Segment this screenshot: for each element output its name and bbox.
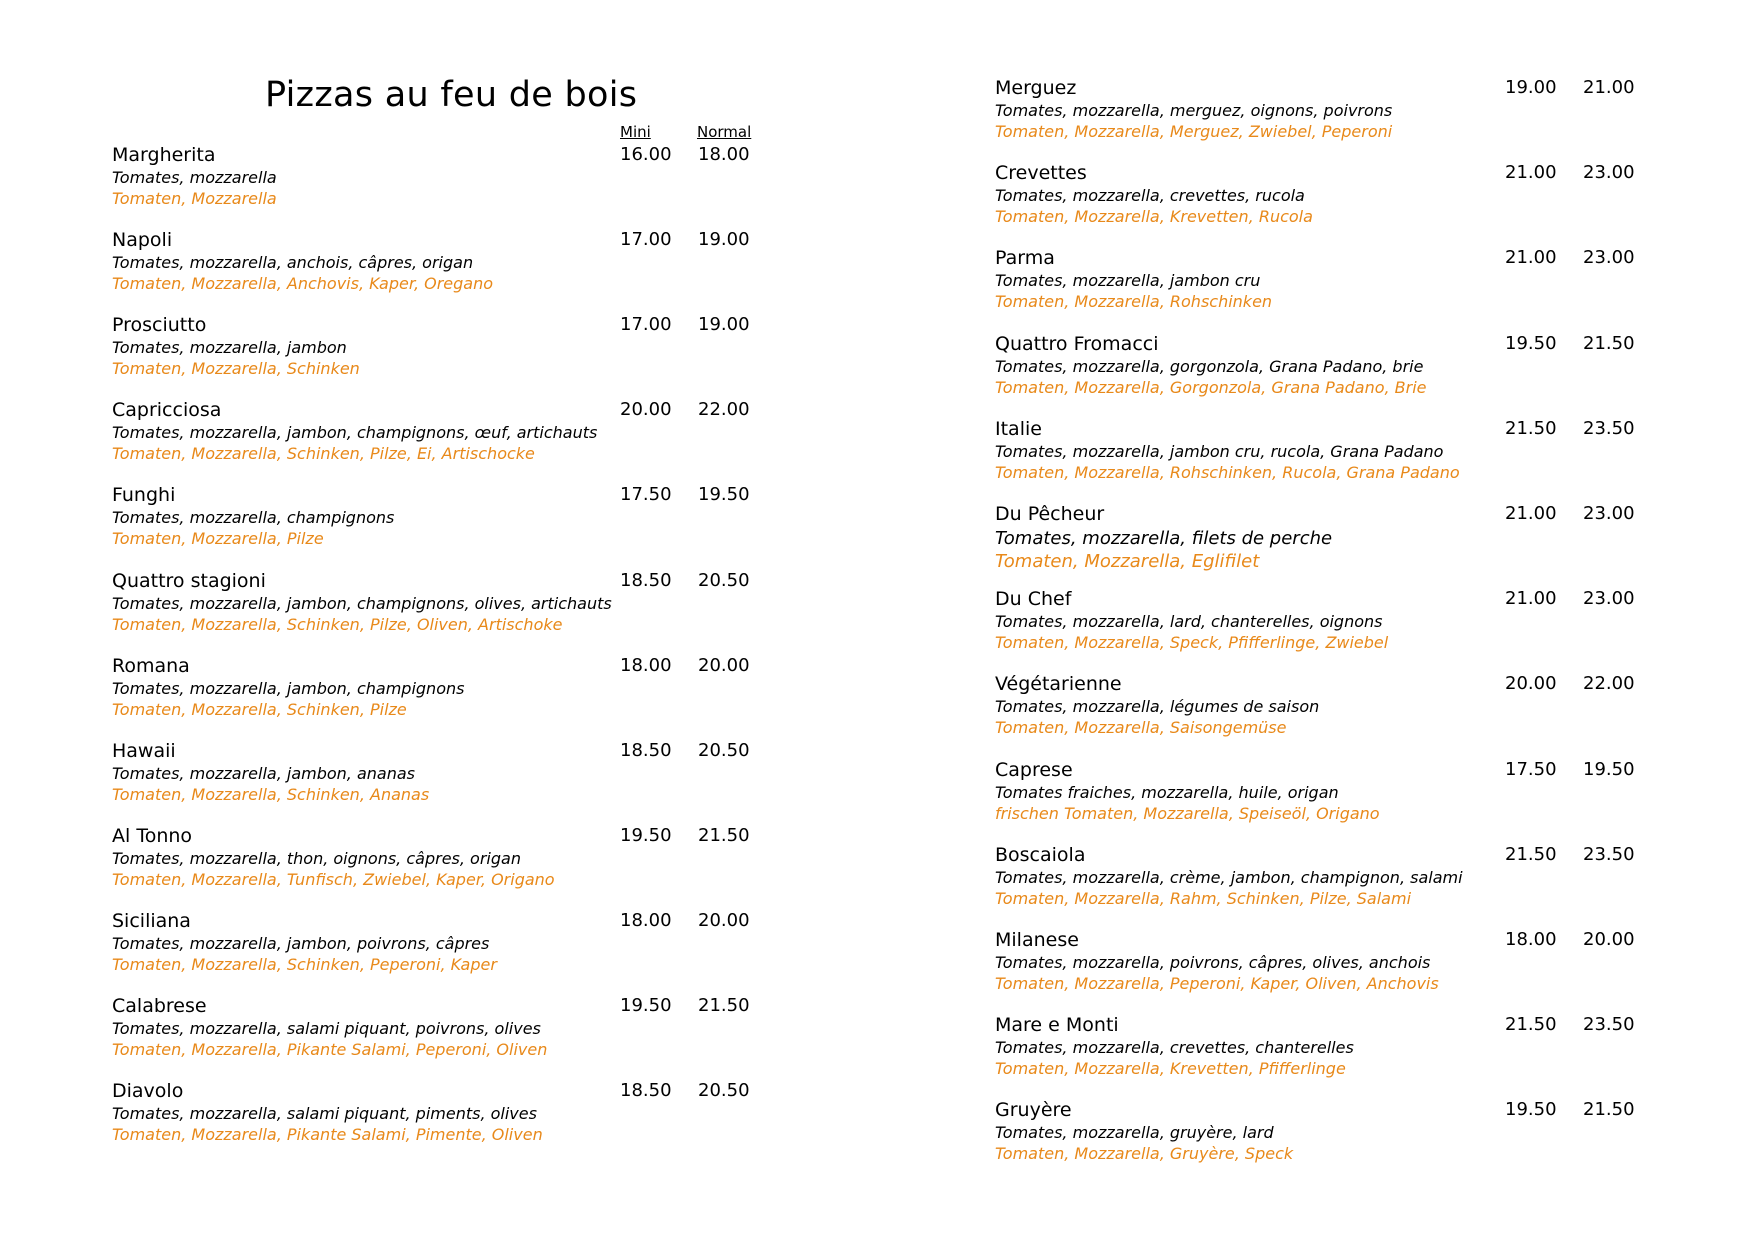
description-german: Tomaten, Mozzarella, Schinken, Ananas [112,784,430,804]
description-german: Tomaten, Mozzarella, Krevetten, Rucola [995,207,1313,227]
description-french: Tomates, mozzarella, lard, chanterelles, oignons [995,612,1383,632]
description-german: Tomaten, Mozzarella [112,189,277,208]
description-french: Tomates, mozzarella, merguez, oignons, poivrons [995,101,1393,120]
menu-item [995,759,1695,839]
price-mini: 21.00 [1505,588,1557,610]
description-french: Tomates, mozzarella, salami piquant, piments, olives [112,1104,537,1124]
description-french: Tomates, mozzarella, gorgonzola, Grana Padano, brie [995,356,1424,376]
description-german: Tomaten, Mozzarella, Rohschinken, Rucola, Grana Padano [995,462,1460,482]
price-mini: 19.00 [1505,77,1557,98]
description-french: Tomates, mozzarella, jambon, ananas [112,763,415,783]
price-mini: 21.50 [1505,1014,1557,1036]
price-normal: 23.00 [1583,588,1635,610]
description-french: Tomates, mozzarella, filets de perche [995,528,1333,549]
price-mini: 17.00 [620,229,672,251]
menu-item [995,588,1695,668]
description-german: Tomaten, Mozzarella, Pikante Salami, Peperoni, Oliven [112,1040,548,1059]
price-normal: 19.50 [1583,758,1635,780]
description-french: Tomates, mozzarella, légumes de saison [995,697,1320,717]
price-normal: 21.50 [698,995,750,1016]
menu-item [112,910,792,990]
menu-item [112,399,792,479]
description-french: Tomates, mozzarella, jambon, champignons, œuf, artichauts [112,423,598,443]
menu-item [995,77,1695,157]
description-german: Tomaten, Mozzarella, Pikante Salami, Pimente, Oliven [112,1125,543,1145]
description-french: Tomates, mozzarella, jambon, champignons [112,678,465,698]
pizza-name: Quattro stagioni [112,569,266,592]
menu-item [995,1099,1695,1179]
description-german: Tomaten, Mozzarella, Schinken [112,359,360,379]
description-french: Tomates, mozzarella, poivrons, câpres, olives, anchois [995,953,1431,972]
pizza-name: Caprese [995,758,1073,781]
pizza-name: Margherita [112,144,216,166]
description-german: Tomaten, Mozzarella, Peperoni, Kaper, Oliven, Anchovis [995,974,1439,993]
description-german: Tomaten, Mozzarella, Merguez, Zwiebel, Peperoni [995,122,1393,141]
pizza-name: Diavolo [112,1080,184,1103]
price-mini: 21.00 [1505,503,1557,524]
description-french: Tomates, mozzarella, gruyère, lard [995,1123,1274,1143]
menu-item [995,503,1695,583]
price-normal: 23.00 [1583,503,1635,524]
pizza-name: Milanese [995,929,1079,951]
price-mini: 20.00 [1505,673,1557,695]
price-normal: 21.50 [1583,332,1635,354]
pizza-name: Italie [995,417,1042,440]
description-german: Tomaten, Mozzarella, Schinken, Peperoni, Kaper [112,954,497,974]
price-normal: 19.00 [698,229,750,251]
description-german: Tomaten, Mozzarella, Saisongemüse [995,718,1287,738]
menu-item [112,229,792,309]
price-mini: 18.50 [620,1080,672,1102]
menu-item [112,144,792,224]
pizza-name: Mare e Monti [995,1014,1119,1037]
menu-item [112,570,792,650]
description-german: Tomaten, Mozzarella, Rahm, Schinken, Pilze, Salami [995,888,1412,908]
price-normal: 20.00 [698,909,750,931]
price-mini: 19.50 [620,824,672,846]
pizza-name: Romana [112,654,190,677]
price-normal: 23.00 [1583,247,1635,269]
price-normal: 21.00 [1583,77,1635,98]
description-german: frischen Tomaten, Mozzarella, Speiseöl, Origano [995,803,1380,823]
price-mini: 17.00 [620,314,672,336]
price-normal: 23.50 [1583,843,1635,865]
menu-item [112,314,792,394]
price-normal: 23.50 [1583,1014,1635,1036]
description-french: Tomates, mozzarella, jambon cru [995,271,1261,291]
menu-item [995,844,1695,924]
description-german: Tomaten, Mozzarella, Speck, Pfifferlinge, Zwiebel [995,633,1389,653]
price-normal: 22.00 [698,399,750,421]
description-french: Tomates, mozzarella, crevettes, rucola [995,186,1305,206]
price-normal: 20.00 [1583,929,1635,950]
price-normal: 20.50 [698,739,750,761]
description-german: Tomaten, Mozzarella, Gorgonzola, Grana Padano, Brie [995,377,1427,397]
pizza-name: Capricciosa [112,399,222,422]
pizza-name: Boscaiola [995,843,1086,866]
description-french: Tomates, mozzarella, crème, jambon, champignon, salami [995,867,1463,887]
pizza-name: Gruyère [995,1099,1072,1122]
menu-item [995,162,1695,242]
menu-item [995,1014,1695,1094]
page-title: Pizzas au feu de bois [265,75,638,115]
price-mini: 19.50 [1505,1099,1557,1121]
pizza-name: Du Pêcheur [995,503,1105,525]
description-french: Tomates, mozzarella [112,168,277,187]
pizza-name: Du Chef [995,588,1072,611]
mini-column-header: Mini [620,123,651,141]
description-french: Tomates, mozzarella, crevettes, chanterelles [995,1038,1354,1058]
pizza-name: Crevettes [995,162,1087,185]
price-normal: 21.50 [698,824,750,846]
pizza-name: Végétarienne [995,673,1122,696]
pizza-name: Prosciutto [112,314,207,337]
description-french: Tomates, mozzarella, thon, oignons, câpres, origan [112,848,521,868]
description-german: Tomaten, Mozzarella, Schinken, Pilze, Ei, Artischocke [112,444,535,464]
description-german: Tomaten, Mozzarella, Pilze [112,529,324,549]
description-french: Tomates, mozzarella, salami piquant, poivrons, olives [112,1019,541,1038]
menu-item [995,418,1695,498]
description-french: Tomates, mozzarella, jambon cru, rucola, Grana Padano [995,441,1444,461]
price-normal: 21.50 [1583,1099,1635,1121]
menu-item [995,673,1695,753]
price-mini: 18.00 [1505,929,1557,950]
description-french: Tomates, mozzarella, anchois, câpres, origan [112,253,474,273]
pizza-name: Funghi [112,484,176,507]
menu-item [112,995,792,1075]
description-french: Tomates, mozzarella, jambon, poivrons, câpres [112,933,490,953]
price-normal: 22.00 [1583,673,1635,695]
price-normal: 19.00 [698,314,750,336]
price-normal: 20.50 [698,569,750,591]
pizza-name: Al Tonno [112,824,193,847]
description-german: Tomaten, Mozzarella, Schinken, Pilze [112,699,407,719]
description-french: Tomates, mozzarella, jambon [112,338,347,358]
description-german: Tomaten, Mozzarella, Schinken, Pilze, Oliven, Artischoke [112,614,563,634]
description-french: Tomates, mozzarella, champignons [112,508,395,528]
price-mini: 17.50 [620,484,672,506]
price-mini: 17.50 [1505,758,1557,780]
description-german: Tomaten, Mozzarella, Krevetten, Pfifferlinge [995,1059,1346,1079]
price-mini: 20.00 [620,399,672,421]
pizza-name: Quattro Fromacci [995,332,1159,355]
menu-item [112,655,792,735]
pizza-name: Siciliana [112,909,191,932]
price-mini: 18.00 [620,654,672,676]
normal-column-header: Normal [697,123,752,141]
price-normal: 23.50 [1583,417,1635,439]
price-normal: 18.00 [698,144,750,165]
price-normal: 19.50 [698,484,750,506]
price-normal: 20.50 [698,1080,750,1102]
price-mini: 16.00 [620,144,672,165]
description-german: Tomaten, Mozzarella, Gruyère, Speck [995,1144,1294,1164]
pizza-name: Napoli [112,229,173,252]
price-mini: 18.50 [620,739,672,761]
price-mini: 21.00 [1505,162,1557,184]
price-mini: 21.50 [1505,843,1557,865]
price-normal: 23.00 [1583,162,1635,184]
description-german: Tomaten, Mozzarella, Tunfisch, Zwiebel, Kaper, Origano [112,869,555,889]
menu-item [995,333,1695,413]
description-french: Tomates fraiches, mozzarella, huile, origan [995,782,1339,802]
pizza-name: Hawaii [112,739,176,762]
price-mini: 18.50 [620,569,672,591]
menu-item [112,484,792,564]
pizza-name: Calabrese [112,995,207,1017]
description-french: Tomates, mozzarella, jambon, champignons, olives, artichauts [112,593,612,613]
price-mini: 19.50 [1505,332,1557,354]
menu-item [112,1080,792,1160]
pizza-name: Merguez [995,77,1077,99]
price-mini: 18.00 [620,909,672,931]
price-mini: 21.50 [1505,417,1557,439]
price-mini: 19.50 [620,995,672,1016]
description-german: Tomaten, Mozzarella, Rohschinken [995,292,1273,312]
description-german: Tomaten, Mozzarella, Eglifilet [995,551,1260,572]
menu-item [995,247,1695,327]
menu-item [112,825,792,905]
price-normal: 20.00 [698,654,750,676]
price-mini: 21.00 [1505,247,1557,269]
menu-item [995,929,1695,1009]
menu-item [112,740,792,820]
description-german: Tomaten, Mozzarella, Anchovis, Kaper, Oregano [112,274,494,294]
pizza-name: Parma [995,247,1055,270]
